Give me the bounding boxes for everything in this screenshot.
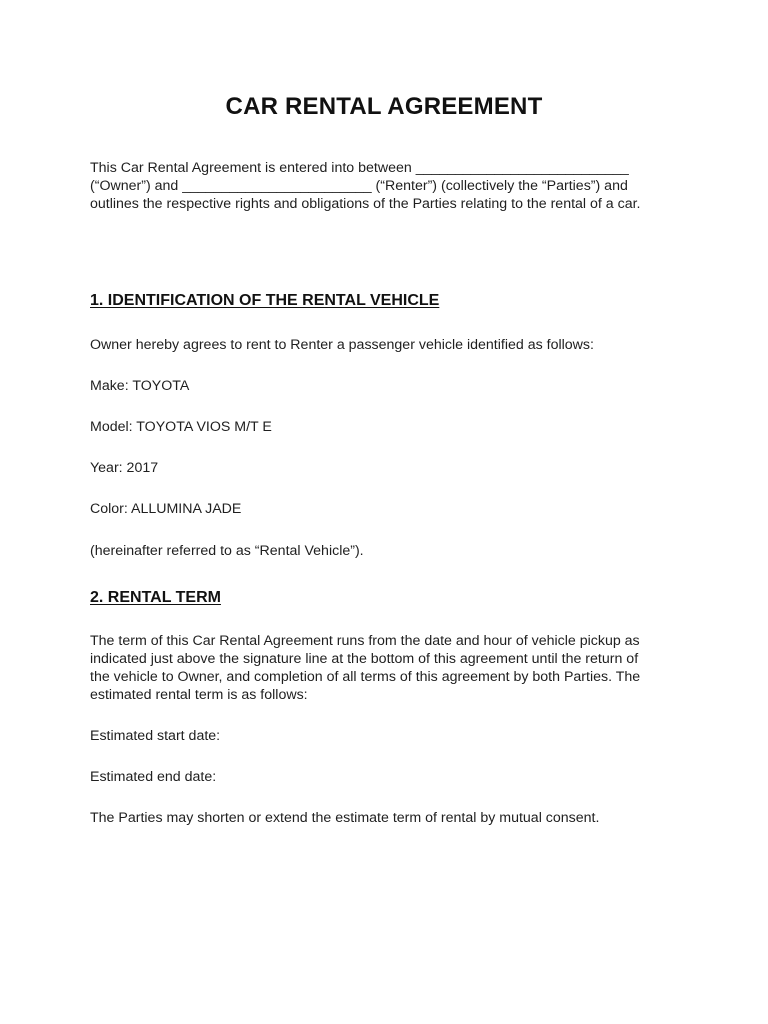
intro-line: outlines the respective rights and obligations of the Parties relating to the rental of a car. xyxy=(90,196,641,212)
estimated-start-date: Estimated start date: xyxy=(90,728,221,744)
term-line: The term of this Car Rental Agreement runs from the date and hour of vehicle pickup as xyxy=(90,633,640,649)
vehicle-model: Model: TOYOTA VIOS M/T E xyxy=(90,419,272,435)
document-title: CAR RENTAL AGREEMENT xyxy=(225,93,543,120)
vehicle-make: Make: TOYOTA xyxy=(90,378,190,394)
rental-vehicle-definition: (hereinafter referred to as “Rental Vehicle”). xyxy=(90,543,364,559)
section-1-heading: 1. IDENTIFICATION OF THE RENTAL VEHICLE xyxy=(90,292,440,309)
term-line: estimated rental term is as follows: xyxy=(90,687,308,703)
rental-term-paragraph xyxy=(90,632,690,704)
term-line: the vehicle to Owner, and completion of all terms of this agreement by both Parties. The xyxy=(90,669,641,685)
section-1-intro: Owner hereby agrees to rent to Renter a passenger vehicle identified as follows: xyxy=(90,337,594,353)
section-2-heading: 2. RENTAL TERM xyxy=(90,589,221,606)
vehicle-year: Year: 2017 xyxy=(90,460,159,476)
term-modification-clause: The Parties may shorten or extend the estimate term of rental by mutual consent. xyxy=(90,810,600,826)
term-line: indicated just above the signature line at the bottom of this agreement until the return of xyxy=(90,651,639,667)
vehicle-color: Color: ALLUMINA JADE xyxy=(90,501,242,517)
estimated-end-date: Estimated end date: xyxy=(90,769,217,785)
intro-paragraph xyxy=(90,159,690,213)
intro-line: (“Owner”) and ________________________ (“Renter”) (collectively the “Parties”) and xyxy=(90,178,628,194)
intro-line: This Car Rental Agreement is entered into between ___________________________ xyxy=(90,160,629,176)
